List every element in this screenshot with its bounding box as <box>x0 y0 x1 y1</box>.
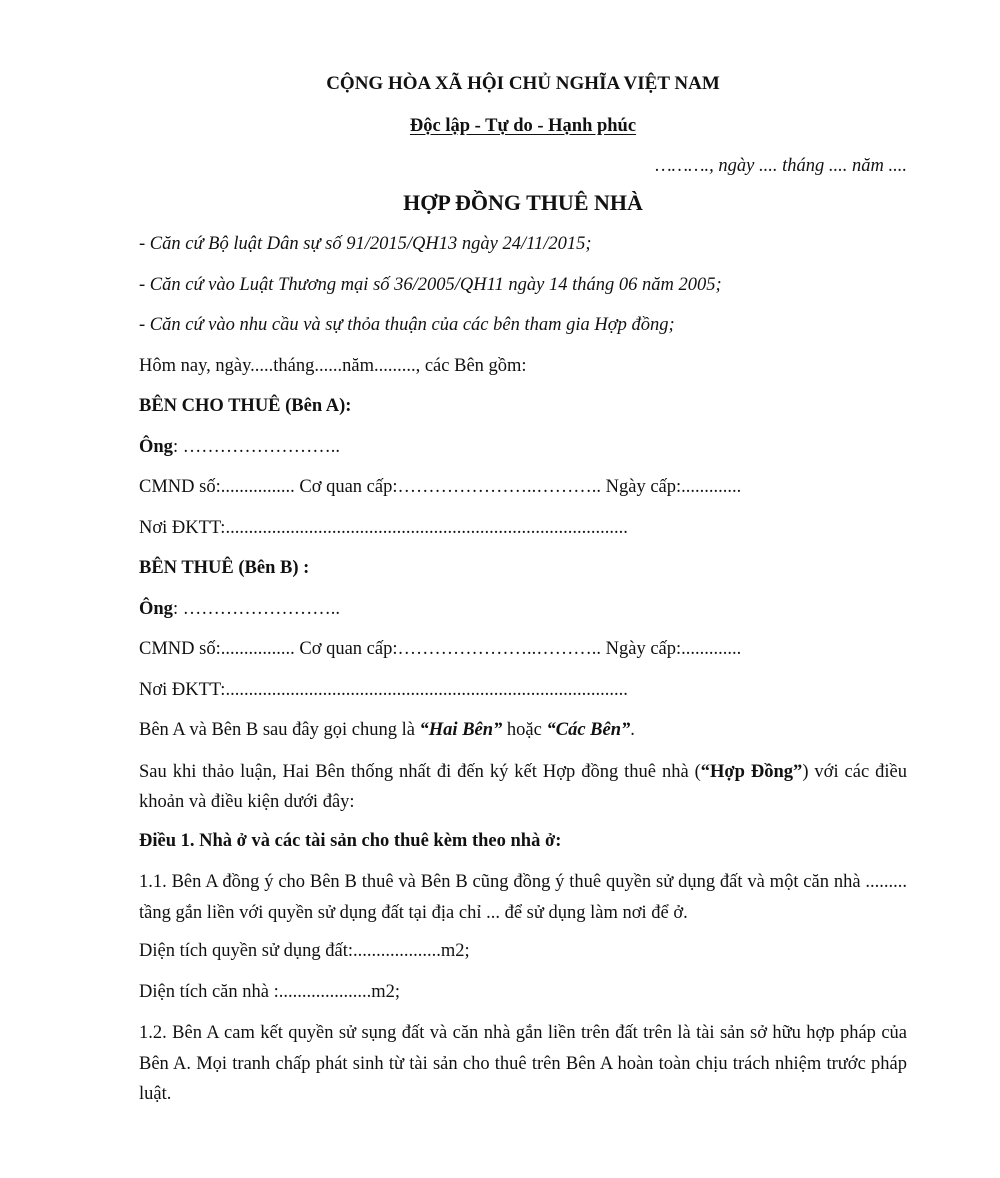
collective-suffix: . <box>630 720 635 740</box>
clause-1-2: 1.2. Bên A cam kết quyền sử sụng đất và căn nhà gắn liền trên đất trên là tài sản sở hữu hợp pháp của Bên A. Mọi tranh chấp phát sinh từ tài sản cho thuê trên Bên A hoàn toàn chịu trách nhiệm trước pháp luật. <box>139 1023 907 1104</box>
land-area-line: Diện tích quyền sử dụng đất:...................m2; <box>139 941 470 961</box>
collective-term-1: “Hai Bên” <box>419 720 503 740</box>
house-area-line: Diện tích căn nhà :....................m2; <box>139 981 401 1002</box>
party-b-name-line <box>139 595 907 636</box>
collective-term-2: “Các Bên” <box>546 720 631 740</box>
party-a-name-label: Ông <box>139 436 173 457</box>
party-a-heading: BÊN CHO THUÊ (Bên A): <box>139 396 352 416</box>
motto <box>139 112 907 152</box>
party-a-address-line: Nơi ĐKTT:....................................................................................... <box>139 517 628 538</box>
party-a-id-line: CMND số:................ Cơ quan cấp:…………………..……….. Ngày cấp:............. <box>139 477 742 497</box>
party-b-heading: BÊN THUÊ (Bên B) : <box>139 558 310 578</box>
article-1-heading: Điều 1. Nhà ở và các tài sản cho thuê kèm theo nhà ở: <box>139 830 562 851</box>
agreement-prefix: Sau khi thảo luận, Hai Bên thống nhất đi đến ký kết Hợp đồng thuê nhà ( <box>139 761 701 782</box>
agreement-paragraph <box>139 757 907 818</box>
motto-text: Độc lập - Tự do - Hạnh phúc <box>409 116 637 136</box>
party-b-name-value: : …………………….. <box>172 598 340 619</box>
document-title: HỢP ĐỒNG THUÊ NHÀ <box>403 190 643 215</box>
legal-basis-2: - Căn cứ vào Luật Thương mại số 36/2005/QH11 ngày 14 tháng 06 năm 2005; <box>139 274 722 295</box>
nation-header: CỘNG HÒA XÃ HỘI CHỦ NGHĨA VIỆT NAM <box>326 73 720 94</box>
party-a-name-value: : …………………….. <box>172 436 340 457</box>
collective-middle: hoặc <box>502 720 547 740</box>
intro-line: Hôm nay, ngày.....tháng......năm........., các Bên gồm: <box>139 355 527 376</box>
agreement-suffix: ) với các điều khoản và điều kiện dưới đây: <box>139 761 907 812</box>
legal-basis-1: - Căn cứ Bộ luật Dân sự số 91/2015/QH13 ngày 24/11/2015; <box>139 234 592 254</box>
collective-prefix: Bên A và Bên B sau đây gọi chung là <box>139 720 420 740</box>
collective-term-line <box>139 716 907 757</box>
document-body <box>139 70 907 1119</box>
party-b-address-line: Nơi ĐKTT:....................................................................................... <box>139 679 628 700</box>
party-b-name-label: Ông <box>139 598 173 619</box>
legal-basis-3: - Căn cứ vào nhu cầu và sự thỏa thuận của các bên tham gia Hợp đồng; <box>139 315 675 335</box>
party-a-name-line <box>139 433 907 474</box>
agreement-term: “Hợp Đồng” <box>700 761 803 782</box>
place-date: ………., ngày .... tháng .... năm .... <box>655 156 907 176</box>
party-b-id-line: CMND số:................ Cơ quan cấp:…………………..……….. Ngày cấp:............. <box>139 639 742 659</box>
clause-1-1: 1.1. Bên A đồng ý cho Bên B thuê và Bên B cũng đồng ý thuê quyền sử dụng đất và một căn nhà ......... tầng gắn liền với quyền sử dụng đất tại địa chỉ ... để sử dụng làm nơi để ở. <box>139 872 907 923</box>
